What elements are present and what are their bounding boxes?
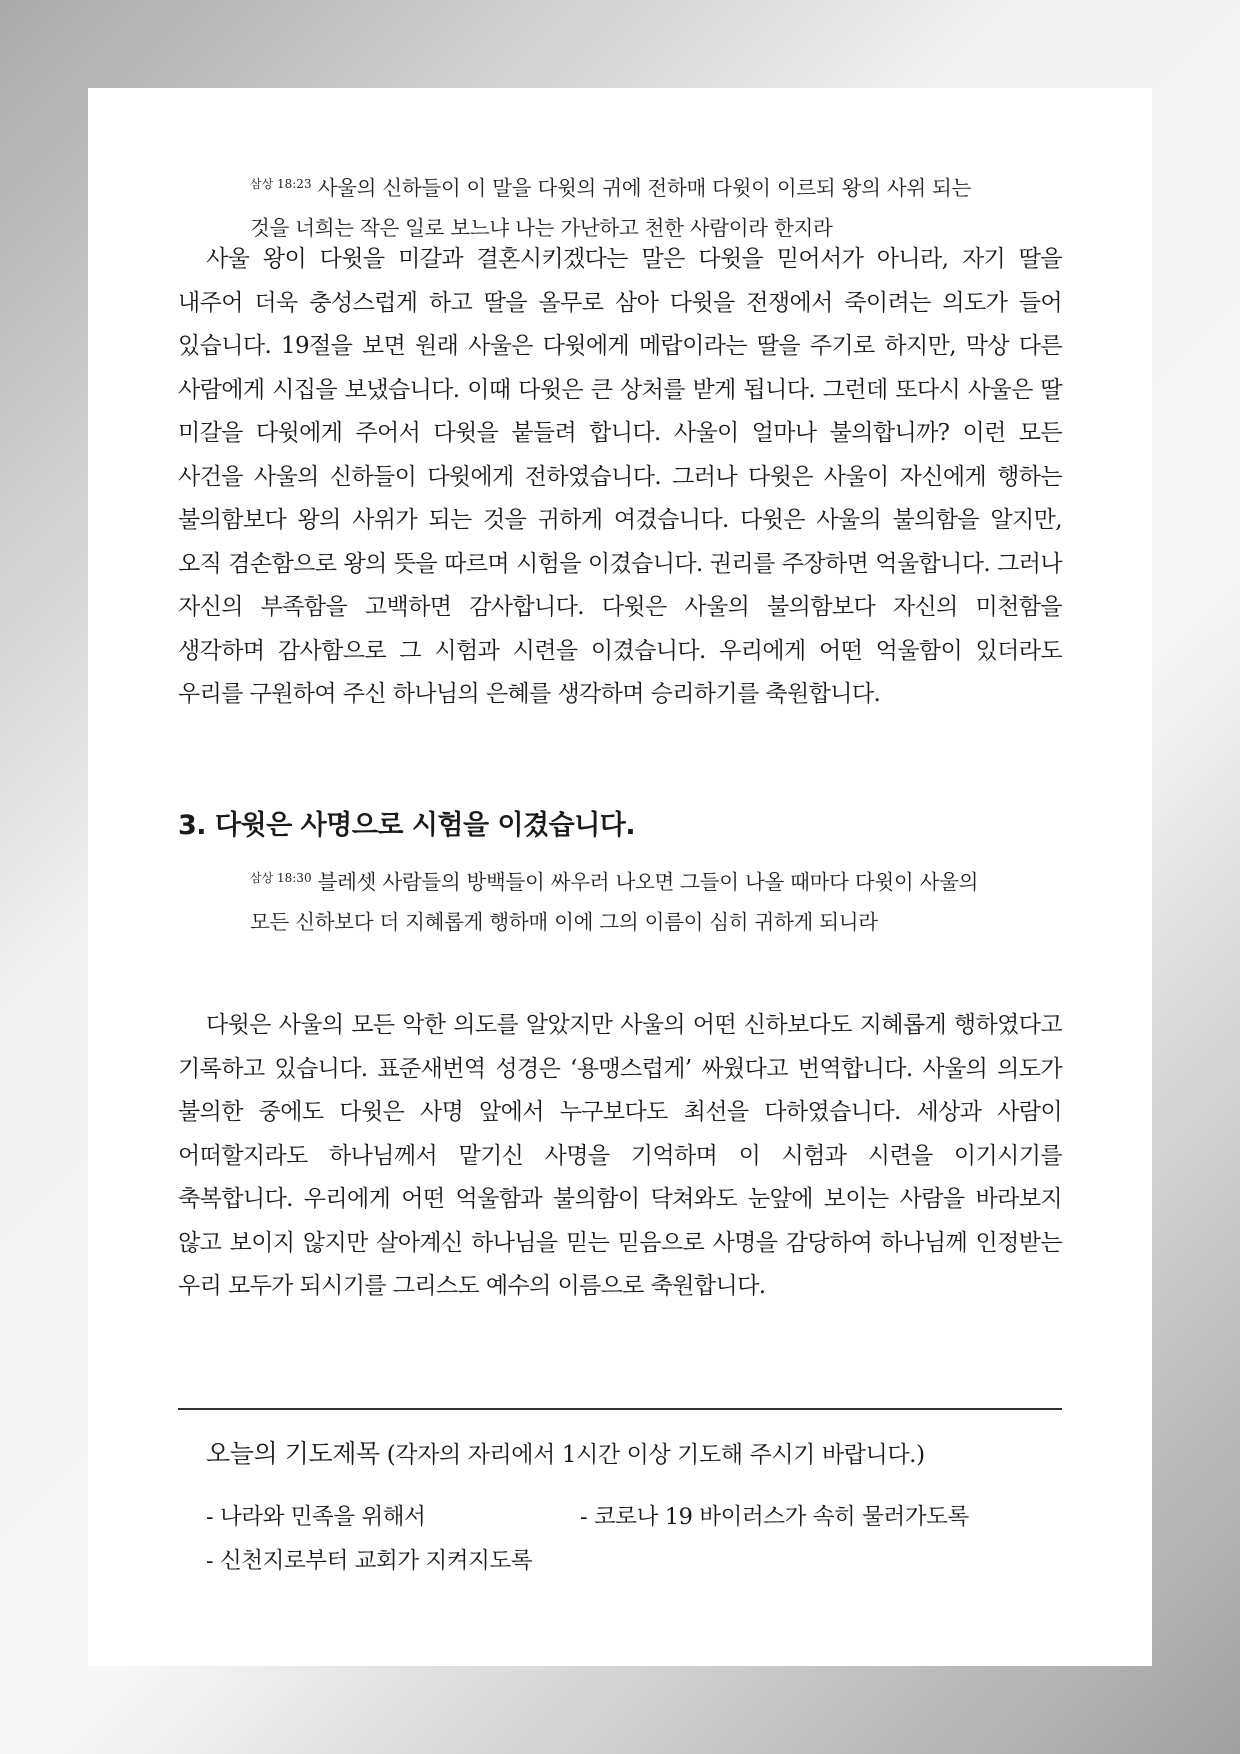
scripture-quote-1 [250, 170, 990, 247]
divider [178, 1408, 1062, 1410]
scripture-text: 블레셋 사람들의 방백들이 싸우러 나오면 그들이 나올 때마다 다윗이 사울의 모든 신하보다 더 지혜롭게 행하매 이에 그의 이름이 심히 귀하게 되니라 [250, 870, 979, 934]
prayer-title-note: (각자의 자리에서 1시간 이상 기도해 주시기 바랍니다.) [386, 1442, 925, 1468]
prayer-title [206, 1434, 925, 1470]
scripture-text: 사울의 신하들이 이 말을 다윗의 귀에 전하매 다윗이 이르되 왕의 사위 되는 것을 너희는 작은 일로 보느냐 나는 가난하고 천한 사람이라 한지라 [250, 176, 972, 240]
prayer-title-main: 오늘의 기도제목 [206, 1439, 380, 1468]
scripture-reference: 삼상 18:30 [250, 871, 312, 885]
document-page [88, 88, 1152, 1666]
body-paragraph-1: 사울 왕이 다윗을 미갈과 결혼시키겠다는 말은 다윗을 믿어서가 아니라, 자기 딸을 내주어 더욱 충성스럽게 하고 딸을 올무로 삼아 다윗을 전쟁에서 죽이려는 의도가 들어 있습니다. 19절을 보면 원래 사울은 다윗에게 메랍이라는 딸을 주기로 하지만, 막상 다른 사람에게 시집을 보냈습니다. 이때 다윗은 큰 상처를 받게 됩니다. 그런데 또다시 사울은 딸 미갈을 다윗에게 주어서 다윗을 붙들려 합니다. 사울이 얼마나 불의합니까? 이런 모든 사건을 사울의 신하들이 다윗에게 전하였습니다. 그러나 다윗은 사울이 자신에게 행하는 불의함보다 왕의 사위가 되는 것을 귀하게 여겼습니다. 다윗은 사울의 불의함을 알지만, 오직 겸손함으로 왕의 뜻을 따르며 시험을 이겼습니다. 권리를 주장하면 억울합니다. 그러나 자신의 부족함을 고백하면 감사합니다. 다윗은 사울의 불의함보다 자신의 미천함을 생각하며 감사함으로 그 시험과 시련을 이겼습니다. 우리에게 어떤 억울함이 있더라도 우리를 구원하여 주신 하나님의 은혜를 생각하며 승리하기를 축원합니다. [178, 246, 1062, 707]
prayer-item: - 코로나 19 바이러스가 속히 물러가도록 [580, 1504, 969, 1530]
prayer-list [206, 1498, 1046, 1580]
scripture-reference: 삼상 18:23 [250, 177, 312, 191]
prayer-item: - 나라와 민족을 위해서 [206, 1504, 426, 1530]
body-paragraph-2: 다윗은 사울의 모든 악한 의도를 알았지만 사울의 어떤 신하보다도 지혜롭게 행하였다고 기록하고 있습니다. 표준새번역 성경은 ‘용맹스럽게’ 싸웠다고 번역합니다. 사울의 의도가 불의한 중에도 다윗은 사명 앞에서 누구보다도 최선을 다하였습니다. 세상과 사람이 어떠할지라도 하나님께서 맡기신 사명을 기억하며 이 시험과 시련을 이기시기를 축복합니다. 우리에게 어떤 억울함과 불의함이 닥쳐와도 눈앞에 보이는 사람을 바라보지 않고 보이지 않지만 살아계신 하나님을 믿는 믿음으로 사명을 감당하여 하나님께 인정받는 우리 모두가 되시기를 그리스도 예수의 이름으로 축원합니다. [178, 1012, 1062, 1299]
prayer-item: - 신천지로부터 교회가 지켜지도록 [206, 1548, 533, 1574]
scripture-quote-2 [250, 864, 990, 941]
section-heading: 3. 다윗은 사명으로 시험을 이겼습니다. [178, 810, 636, 841]
